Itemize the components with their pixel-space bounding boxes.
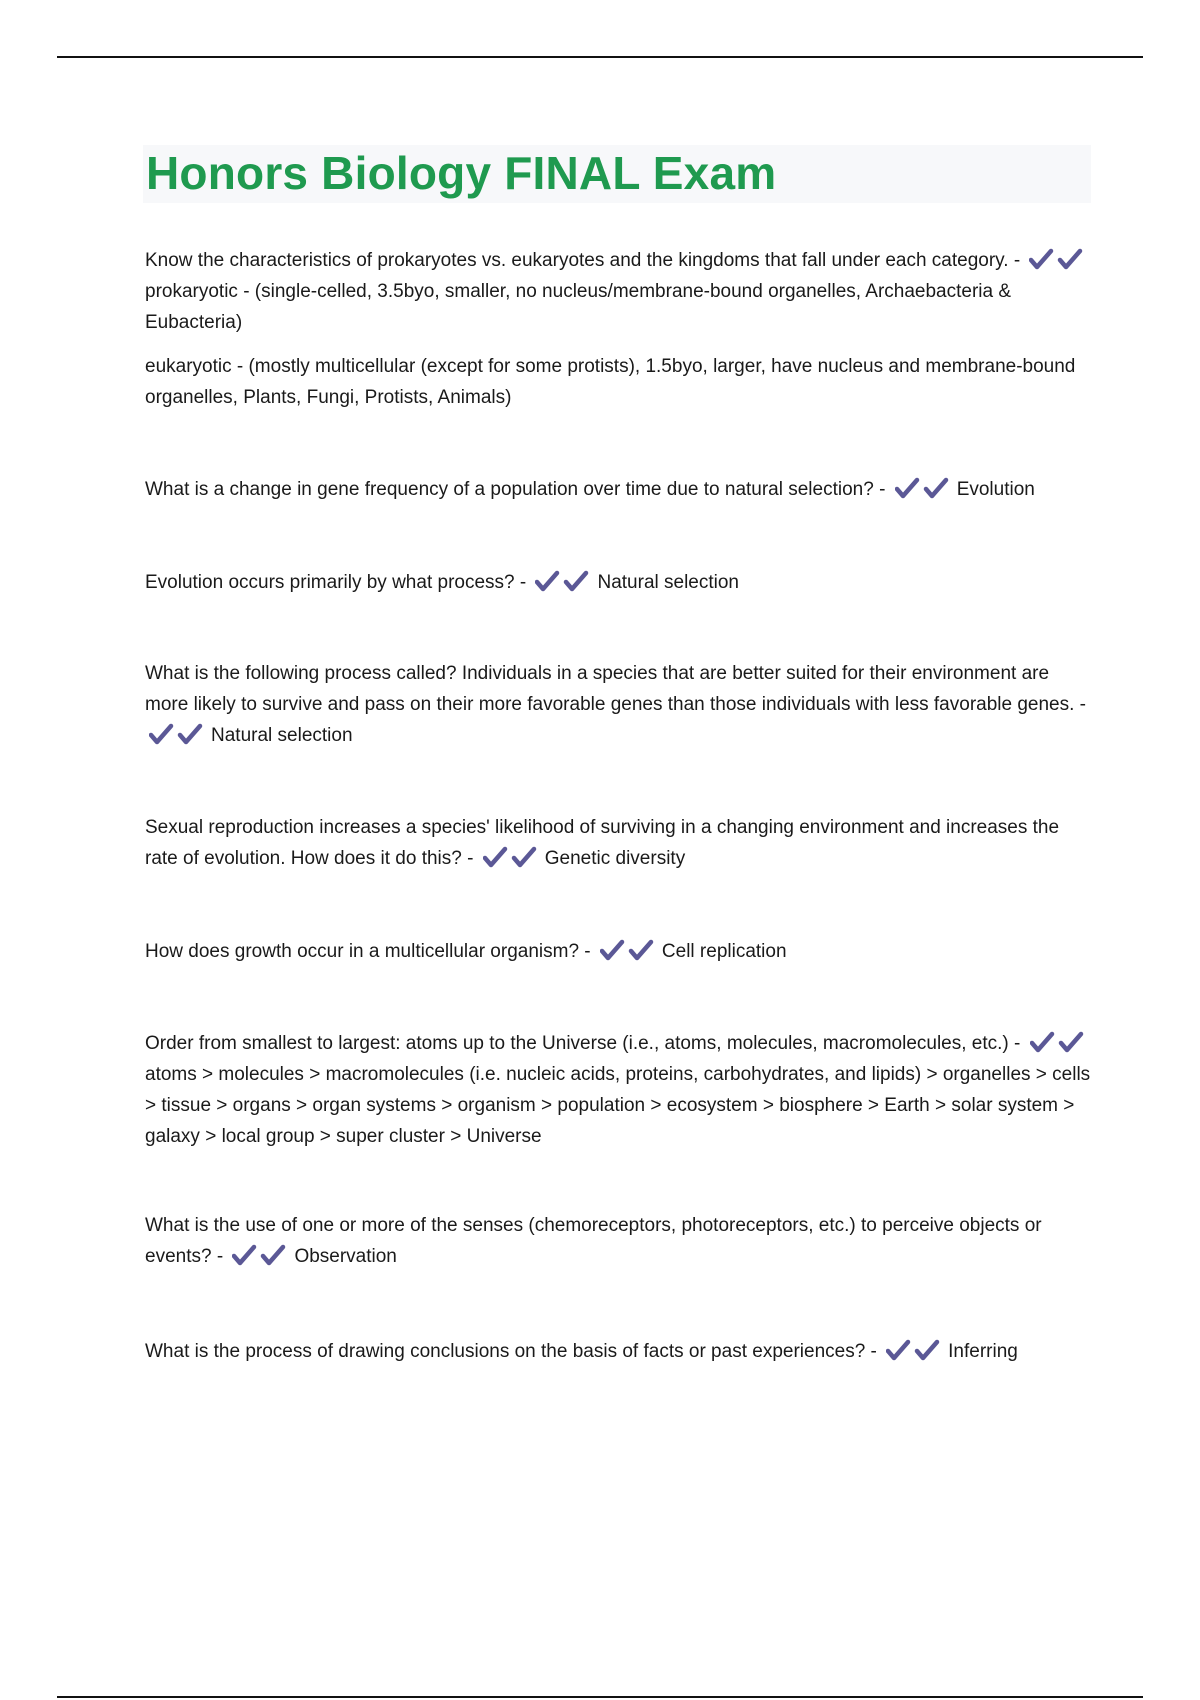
top-rule [57, 56, 1143, 58]
answer-text: Inferring [948, 1341, 1018, 1362]
answer-text: Evolution [956, 479, 1035, 500]
answer-text: Cell replication [661, 941, 787, 962]
answer-text: Observation [294, 1246, 397, 1267]
answer-text: Natural selection [597, 572, 740, 593]
qa-item-3 [145, 567, 1095, 598]
double-check-icon [232, 1244, 288, 1266]
double-check-icon [149, 723, 205, 745]
double-check-icon [600, 939, 656, 961]
question-text: Order from smallest to largest: atoms up to the Universe (i.e., atoms, molecules, macromolecules, etc.) - [145, 1033, 1021, 1054]
qa-item-9 [145, 1336, 1095, 1367]
double-check-icon [886, 1339, 942, 1361]
qa-item-7 [145, 1028, 1095, 1152]
double-check-icon [535, 570, 591, 592]
double-check-icon [483, 846, 539, 868]
double-check-icon [1029, 248, 1085, 270]
qa-item-1 [145, 245, 1095, 413]
question-text: How does growth occur in a multicellular organism? - [145, 941, 591, 962]
page-title: Honors Biology FINAL Exam [146, 147, 777, 199]
bottom-rule [57, 1696, 1143, 1698]
question-text: What is a change in gene frequency of a population over time due to natural selection? - [145, 479, 886, 500]
answer-extra: eukaryotic - (mostly multicellular (except for some protists), 1.5byo, larger, have nucleus and membrane-bound organelles, Plants, Fungi, Protists, Animals) [145, 356, 1076, 408]
double-check-icon [1030, 1031, 1086, 1053]
question-text: What is the following process called? Individuals in a species that are better suited for their environment are more likely to survive and pass on their more favorable genes than those individuals with less favorable genes. - [145, 663, 1087, 715]
double-check-icon [895, 477, 951, 499]
qa-item-2 [145, 474, 1095, 505]
question-text: Evolution occurs primarily by what process? - [145, 572, 527, 593]
question-text: Sexual reproduction increases a species' likelihood of surviving in a changing environment and increases the rate of evolution. How does it do this? - [145, 817, 1060, 869]
question-text: What is the use of one or more of the senses (chemoreceptors, photoreceptors, etc.) to perceive objects or events? - [145, 1215, 1042, 1267]
answer-text: prokaryotic - (single-celled, 3.5byo, smaller, no nucleus/membrane-bound organelles, Archaebacteria & Eubacteria) [145, 281, 1012, 333]
qa-item-6 [145, 936, 1095, 967]
qa-item-8 [145, 1210, 1095, 1272]
answer-text: Natural selection [211, 725, 353, 746]
answer-text: Genetic diversity [544, 848, 686, 869]
answer-text: atoms > molecules > macromolecules (i.e. nucleic acids, proteins, carbohydrates, and lipids) > organelles > cells > tissue > organs > organ systems > organism > population > ecosystem > biosphere > Earth > solar system > galaxy > local group > super cluster > Universe [145, 1064, 1091, 1147]
question-text: What is the process of drawing conclusions on the basis of facts or past experiences? - [145, 1341, 877, 1362]
question-text: Know the characteristics of prokaryotes vs. eukaryotes and the kingdoms that fall under each category. - [145, 250, 1021, 271]
qa-item-5 [145, 812, 1095, 874]
qa-item-4 [145, 658, 1095, 751]
